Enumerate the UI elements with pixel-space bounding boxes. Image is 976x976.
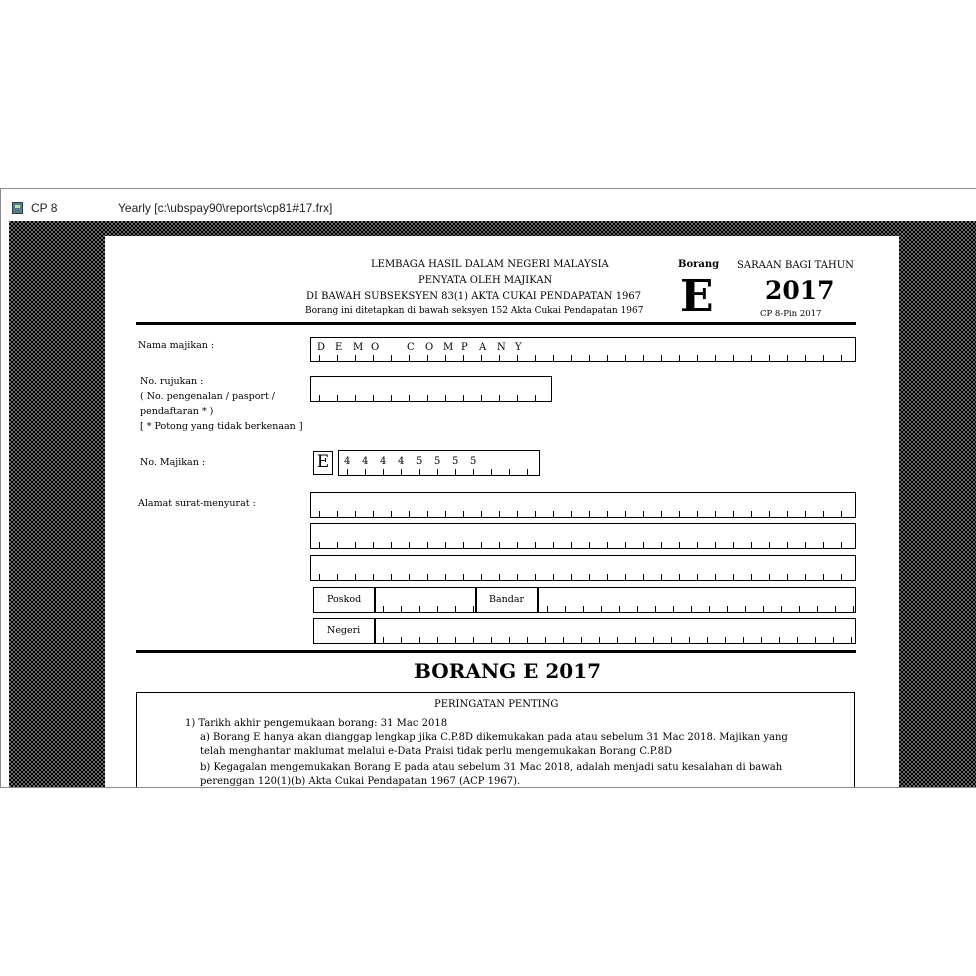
- header-note: Borang ini ditetapkan di bawah seksyen 152 Akta Cukai Pendapatan 1967: [305, 306, 644, 316]
- negeri-field[interactable]: [375, 619, 854, 643]
- no-majikan-prefix: E: [313, 451, 333, 475]
- borang-letter: E: [680, 271, 714, 322]
- header-act: DI BAWAH SUBSEKSYEN 83(1) AKTA CUKAI PENDAPATAN 1967: [306, 291, 642, 302]
- char-ticks: [539, 606, 854, 612]
- nama-majikan-char: P: [461, 342, 468, 353]
- nama-majikan-label: Nama majikan :: [138, 340, 215, 351]
- window-report-path: Yearly [c:\ubspay90\reports\cp81#17.frx]: [118, 201, 333, 215]
- nama-majikan-char: M: [353, 342, 364, 353]
- section-rule: [136, 650, 856, 653]
- char-ticks: [311, 395, 551, 401]
- poskod-field[interactable]: [375, 588, 475, 612]
- nama-majikan-char: M: [443, 342, 454, 353]
- nama-majikan-field[interactable]: [310, 337, 856, 362]
- bandar-divider-left: [475, 588, 477, 612]
- alamat-line-2[interactable]: [310, 523, 856, 549]
- no-majikan-char: 4: [380, 456, 387, 467]
- report-viewer-area[interactable]: [9, 221, 976, 788]
- poskod-bandar-row: [313, 587, 856, 613]
- window-title: CP 8: [31, 201, 58, 215]
- alamat-line-3[interactable]: [310, 555, 856, 581]
- no-rujukan-field[interactable]: [310, 376, 552, 402]
- no-majikan-label: No. Majikan :: [140, 457, 206, 468]
- char-ticks: [375, 637, 854, 643]
- notice-item-1: 1) Tarikh akhir pengemukaan borang: 31 Mac 2018: [185, 718, 448, 729]
- no-majikan-char: 4: [398, 456, 405, 467]
- no-rujukan-label: No. rujukan :: [140, 376, 204, 387]
- char-ticks: [311, 574, 855, 580]
- no-majikan-char: 5: [416, 456, 423, 467]
- nama-majikan-char: O: [425, 342, 434, 353]
- saraan-label: SARAAN BAGI TAHUN: [737, 260, 854, 271]
- bandar-field[interactable]: [539, 588, 854, 612]
- nama-majikan-char: D: [317, 342, 326, 353]
- char-ticks: [311, 542, 855, 548]
- form-main-title: BORANG E 2017: [414, 659, 602, 683]
- nama-majikan-char: Y: [515, 342, 522, 353]
- char-ticks: [375, 606, 475, 612]
- important-notice-box: [136, 692, 855, 788]
- alamat-line-1[interactable]: [310, 492, 856, 518]
- no-rujukan-sub1: ( No. pengenalan / pasport /: [140, 391, 275, 402]
- char-ticks: [311, 355, 855, 361]
- app-icon: [12, 202, 23, 214]
- nama-majikan-char: C: [407, 342, 415, 353]
- header-statement: PENYATA OLEH MAJIKAN: [418, 275, 553, 286]
- no-majikan-char: 5: [452, 456, 459, 467]
- no-majikan-char: 5: [470, 456, 477, 467]
- notice-item-1b-line1: b) Kegagalan mengemukakan Borang E pada atau sebelum 31 Mac 2018, adalah menjadi satu kesalahan di bawah: [200, 762, 783, 773]
- no-majikan-char: 5: [434, 456, 441, 467]
- year-value: 2017: [765, 276, 835, 305]
- char-ticks: [311, 511, 855, 517]
- header-agency: LEMBAGA HASIL DALAM NEGERI MALAYSIA: [371, 259, 609, 270]
- notice-heading: PERINGATAN PENTING: [434, 699, 559, 710]
- nama-majikan-char: A: [479, 342, 487, 353]
- no-rujukan-note: [ * Potong yang tidak berkenaan ]: [140, 421, 303, 432]
- nama-majikan-chars: [317, 342, 533, 353]
- report-preview-window: [0, 188, 976, 788]
- char-ticks: [339, 469, 539, 475]
- no-rujukan-sub2: pendaftaran * ): [140, 406, 214, 417]
- notice-item-1b-line2: perenggan 120(1)(b) Akta Cukai Pendapatan 1967 (ACP 1967).: [200, 776, 521, 787]
- no-majikan-field[interactable]: [338, 450, 540, 476]
- no-majikan-chars: [344, 456, 488, 467]
- nama-majikan-char: E: [335, 342, 343, 353]
- no-majikan-char: 4: [344, 456, 351, 467]
- report-page: [105, 236, 899, 788]
- notice-item-1a-line2: telah menghantar maklumat melalui e-Data Praisi tidak perlu mengemukakan Borang C.P.8D: [200, 746, 673, 757]
- form-code: CP 8-Pin 2017: [760, 309, 822, 319]
- nama-majikan-char: O: [371, 342, 380, 353]
- header-rule: [136, 322, 856, 325]
- poskod-label: Poskod: [327, 594, 362, 605]
- negeri-label: Negeri: [327, 625, 361, 636]
- nama-majikan-char: N: [497, 342, 506, 353]
- no-majikan-char: 4: [362, 456, 369, 467]
- negeri-row: [313, 618, 856, 644]
- bandar-label: Bandar: [489, 594, 525, 605]
- borang-label: Borang: [678, 259, 720, 270]
- notice-item-1a-line1: a) Borang E hanya akan dianggap lengkap jika C.P.8D dikemukakan pada atau sebelum 31 Mac 2018. Majikan yang: [200, 732, 788, 743]
- alamat-label: Alamat surat-menyurat :: [138, 498, 256, 509]
- window-titlebar: [1, 189, 976, 221]
